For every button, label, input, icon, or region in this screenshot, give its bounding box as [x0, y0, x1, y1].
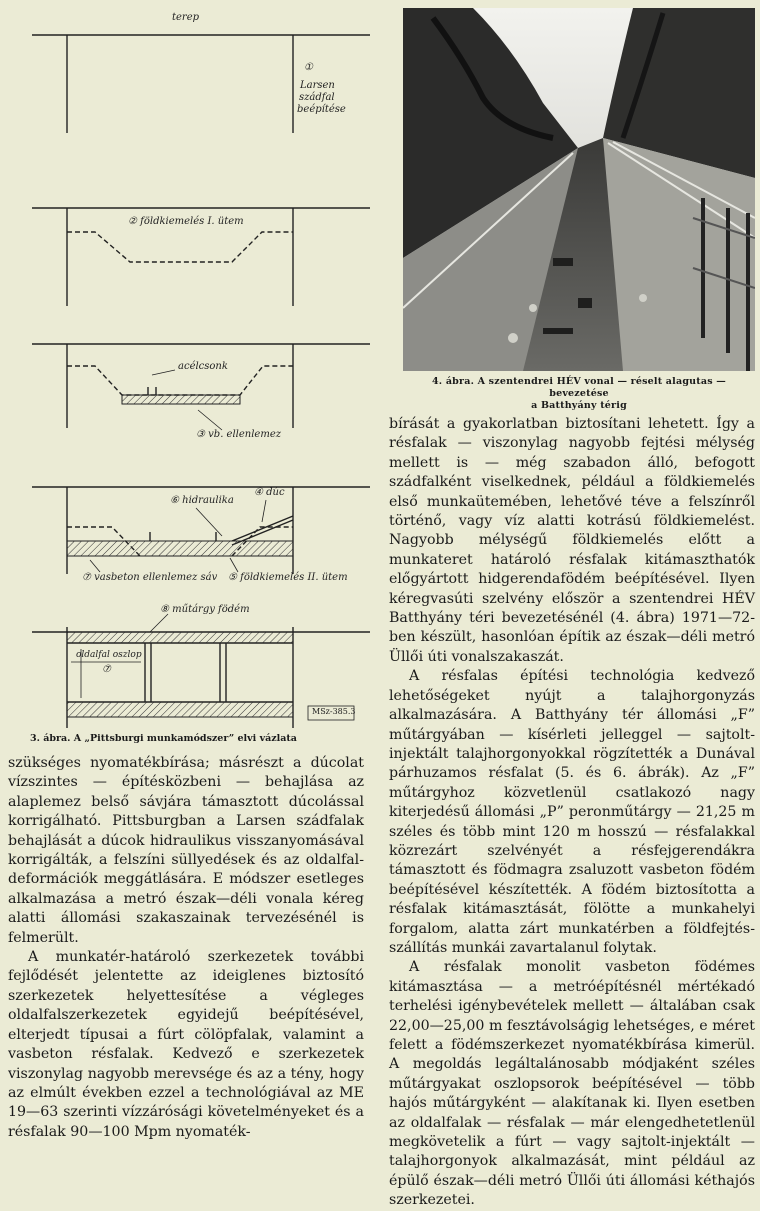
figure-4-photo	[403, 8, 755, 371]
paragraph: A résfalak monolit vasbeton födémes kitámasztása — a metróépítésnél mértékadó terhelési igénybevételek mellett — általában csak 22,00—25,00 m fesztávolságig lehetséges, e méret felett a födémszerkezet nyomatékbírása kimerül. A megoldás legáltalánosabb módjaként széles műtárgyakat oszlopsorok beépítésével — több hajós műtárgyként — alakítanak ki. Ilyen esetben az oldalfalak — résfalak — már elengedhetetlenül megkövetelik a fúrt — vagy sajtolt-injektált — talajhorgonyok alkalmazását, mint például az épülő észak—déli metró Üllői úti állomási kéthajós szerkezetei.	[389, 959, 755, 1209]
drawing-number: MSz-385.3	[312, 707, 356, 716]
paragraph: szükséges nyomatékbírása; másrészt a dúcolat vízszintes — építésközbeni — behajlása az alaplemez belső sávjára támasztott dúcolással korrigálható. Pittsburgban a Larsen szádfalak behajlását a dúcok hidraulikus visszanyomásával korrigálták, a felszíni süllyedések és az oldalfal-deformációk meggátlására. E módszer esetleges alkalmazása a metró észak—déli vonala kéreg alatti állomási szakaszainak tervezésénél is felmerült.	[8, 755, 364, 946]
label-1-line1: Larsen	[300, 80, 335, 91]
label-oszlop: oldalfal oszlop	[76, 650, 142, 660]
figure-3-caption: 3. ábra. A „Pittsburgi munkamódszer” elvi vázlata	[30, 733, 297, 744]
figure-4-caption	[403, 376, 755, 412]
label-7: ⑦ vasbeton ellenlemez sáv	[82, 572, 218, 583]
label-acel: acélcsonk	[178, 361, 228, 372]
paragraph: A résfalas építési technológia kedvező lehetőségeket nyújt a talajhorgonyzás alkalmazására. A Batthyány tér állomási „F” műtárgyában — kísérleti jelleggel — sajtolt-injektált talajhorgonyokkal rögzítették a Dunával párhuzamos résfalat (5. és 6. ábrák). Az „F” műtárgyhoz közvetlenül csatlakozó nagy kiterjedésű állomási „P” peronműtárgy — 21,25 m széles és több mint 120 m hosszú — résfalakkal közrezárt szelvényét a résfejgerendákra támasztott és födmagra zsaluzott vasbeton födém beépítésével készítették. A födém biztosította a résfalak kitámasztását, fölötte a munkahelyi forgalom, alatta zárt munkatérben a földfejtés-szállítás munkái zavartalanul folytak.	[389, 668, 755, 956]
label-7b: ⑦	[102, 664, 111, 675]
label-1: ①	[304, 62, 313, 73]
ground-label: terep	[172, 12, 200, 23]
label-5: ⑤ földkiemelés II. ütem	[228, 572, 348, 583]
label-1-line2: szádfal	[299, 92, 335, 103]
trench-photo-image	[403, 8, 755, 371]
label-3: ③ vb. ellenlemez	[196, 429, 282, 440]
label-6: ⑥ hidraulika	[170, 495, 234, 506]
left-column	[8, 754, 364, 1142]
label-4: ④ dúc	[254, 487, 285, 498]
figure-3	[0, 0, 392, 735]
right-column	[389, 415, 755, 1211]
figure-4-caption-line2: a Batthyány térig	[531, 400, 627, 411]
paragraph: A munkatér-határoló szerkezetek további fejlődését jelentette az ideiglenes biztosító szerkezetek helyettesítése a végleges oldalfalszerkezetek egyidejű beépítésével, elterjedt típusai a fúrt cölöpfalak, valamint a vasbeton résfalak. Kedvező e szerkezetek viszonylag nagyobb merevsége és az a tény, hogy az elmúlt években ezzel a technológiával az ME 19—63 szerinti vízzárósági követelményeket és a résfalak 90—100 Mpm nyomaték-	[8, 949, 364, 1140]
label-8: ⑧ műtárgy födém	[160, 604, 250, 615]
label-1-line3: beépítése	[297, 104, 346, 115]
label-2: ② földkiemelés I. ütem	[128, 216, 244, 227]
figure-4-caption-line1: 4. ábra. A szentendrei HÉV vonal — réselt alagutas — bevezetése	[432, 376, 726, 399]
paragraph: bírását a gyakorlatban biztosítani lehetett. Így a résfalak — viszonylag nagyobb fejtési mélység mellett is — még szabadon álló, befogott szádfalként viselkednek, például a földkiemelés első munkaütemében, lehetővé téve a felszínről történő, vagy víz alatti kotrású földkiemelést. Nagyobb mélységű földkiemelés előtt a munkateret határoló résfalak kitámaszthatók előgyártott hidgerendafödém beépítésével. Ilyen kéregvasúti szelvény először a szentendrei HÉV Batthyány téri bevezetésénél (4. ábra) 1971—72-ben készült, hasonlóan építik az észak—déli metró Üllői úti vonalszakaszát.	[389, 416, 755, 665]
